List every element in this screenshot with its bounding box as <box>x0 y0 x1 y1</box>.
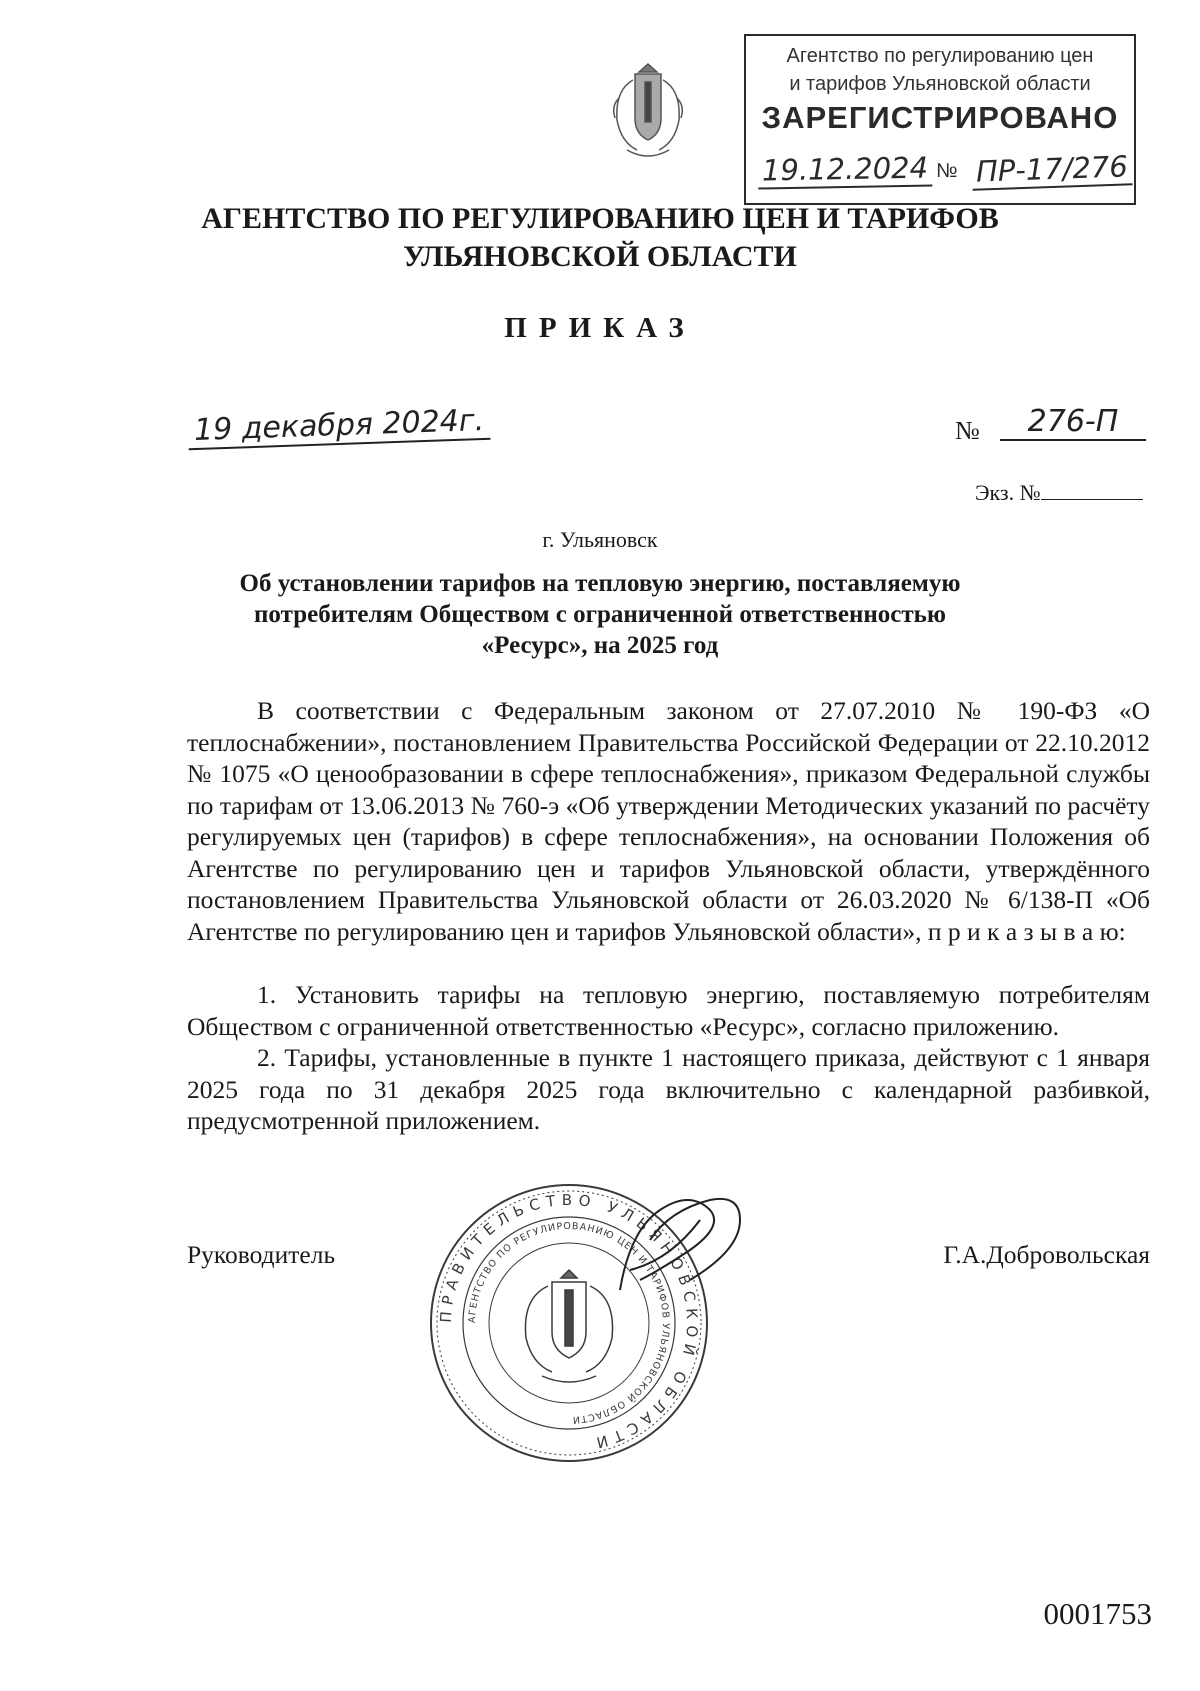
order-subject-line3: «Ресурс», на 2025 год <box>481 632 719 659</box>
signer-title: Руководитель <box>187 1240 336 1269</box>
registration-stamp-agency <box>746 42 1134 98</box>
agency-title-line2: УЛЬЯНОВСКОЙ ОБЛАСТИ <box>403 240 797 273</box>
agency-title <box>100 200 1100 276</box>
order-number: 276-П <box>1000 404 1146 441</box>
body-paragraph-item-2: 2. Тарифы, установленные в пункте 1 настоящего приказа, действуют с 1 января 2025 года по 31 декабря 2025 года включительно с календарной разбивкой, предусмотренной приложением. <box>187 1043 1150 1135</box>
registration-stamp <box>744 34 1136 205</box>
agency-title-line1: АГЕНТСТВО ПО РЕГУЛИРОВАНИЮ ЦЕН И ТАРИФОВ <box>201 202 999 235</box>
registration-stamp-agency-line2: и тарифов Ульяновской области <box>789 73 1091 95</box>
city: г. Ульяновск <box>542 527 658 552</box>
body-paragraph-preamble: В соответствии с Федеральным законом от 27.07.2010 № 190-ФЗ «О теплоснабжении», постановлением Правительства Российской Федерации от 22.10.2012 № 1075 «О ценообразовании в сфере теплоснабжения», приказом Федеральной службы по тарифам от 13.06.2013 № 760-э «Об утверждении Методических указаний по расчёту регулируемых цен (тарифов) в сфере теплоснабжения», на основании Положения об Агентстве по регулированию цен и тарифов Ульяновской области, утверждённого постановлением Правительства Ульяновской области от 26.03.2020 № 6/138-П «Об Агентстве по регулированию цен и тарифов Ульяновской области», п р и к а з ы в а ю: <box>187 696 1150 946</box>
coat-of-arms-emblem <box>605 58 691 162</box>
registration-stamp-number: ПР-17/276 <box>971 149 1132 191</box>
order-subject-line1: Об установлении тарифов на тепловую энергию, поставляемую <box>239 570 961 597</box>
seal-inner-text: АГЕНТСТВО ПО РЕГУЛИРОВАНИЮ ЦЕН И ТАРИФОВ УЛЬЯНОВСКОЙ ОБЛАСТИ <box>466 1220 672 1426</box>
serial-number: 0001753 <box>1043 1596 1152 1631</box>
body-paragraph-item-1: 1. Установить тарифы на тепловую энергию, поставляемую потребителям Обществом с ограниченной ответственностью «Ресурс», согласно приложению. <box>187 980 1150 1041</box>
order-number-label: № <box>955 416 980 445</box>
signer-name: Г.А.Добровольская <box>943 1240 1150 1269</box>
copy-number-blank <box>1041 499 1143 500</box>
handwritten-signature <box>600 1170 750 1320</box>
order-date: 19 декабря 2024г. <box>187 403 490 451</box>
order-subject <box>200 568 1000 661</box>
registration-stamp-status: ЗАРЕГИСТРИРОВАНО <box>761 100 1119 135</box>
copy-number-label: Экз. № <box>975 480 1041 505</box>
document-type: ПРИКАЗ <box>504 312 696 344</box>
registration-stamp-number-sign: № <box>936 160 958 182</box>
copy-number <box>975 480 1143 506</box>
registration-stamp-agency-line1: Агентство по регулированию цен <box>786 45 1094 67</box>
seal-outer-text: ПРАВИТЕЛЬСТВО УЛЬЯНОВСКОЙ ОБЛАСТИ <box>436 1190 702 1454</box>
registration-stamp-date: 19.12.2024 <box>758 150 933 189</box>
order-subject-line2: потребителям Обществом с ограниченной ответственностью <box>254 601 946 628</box>
